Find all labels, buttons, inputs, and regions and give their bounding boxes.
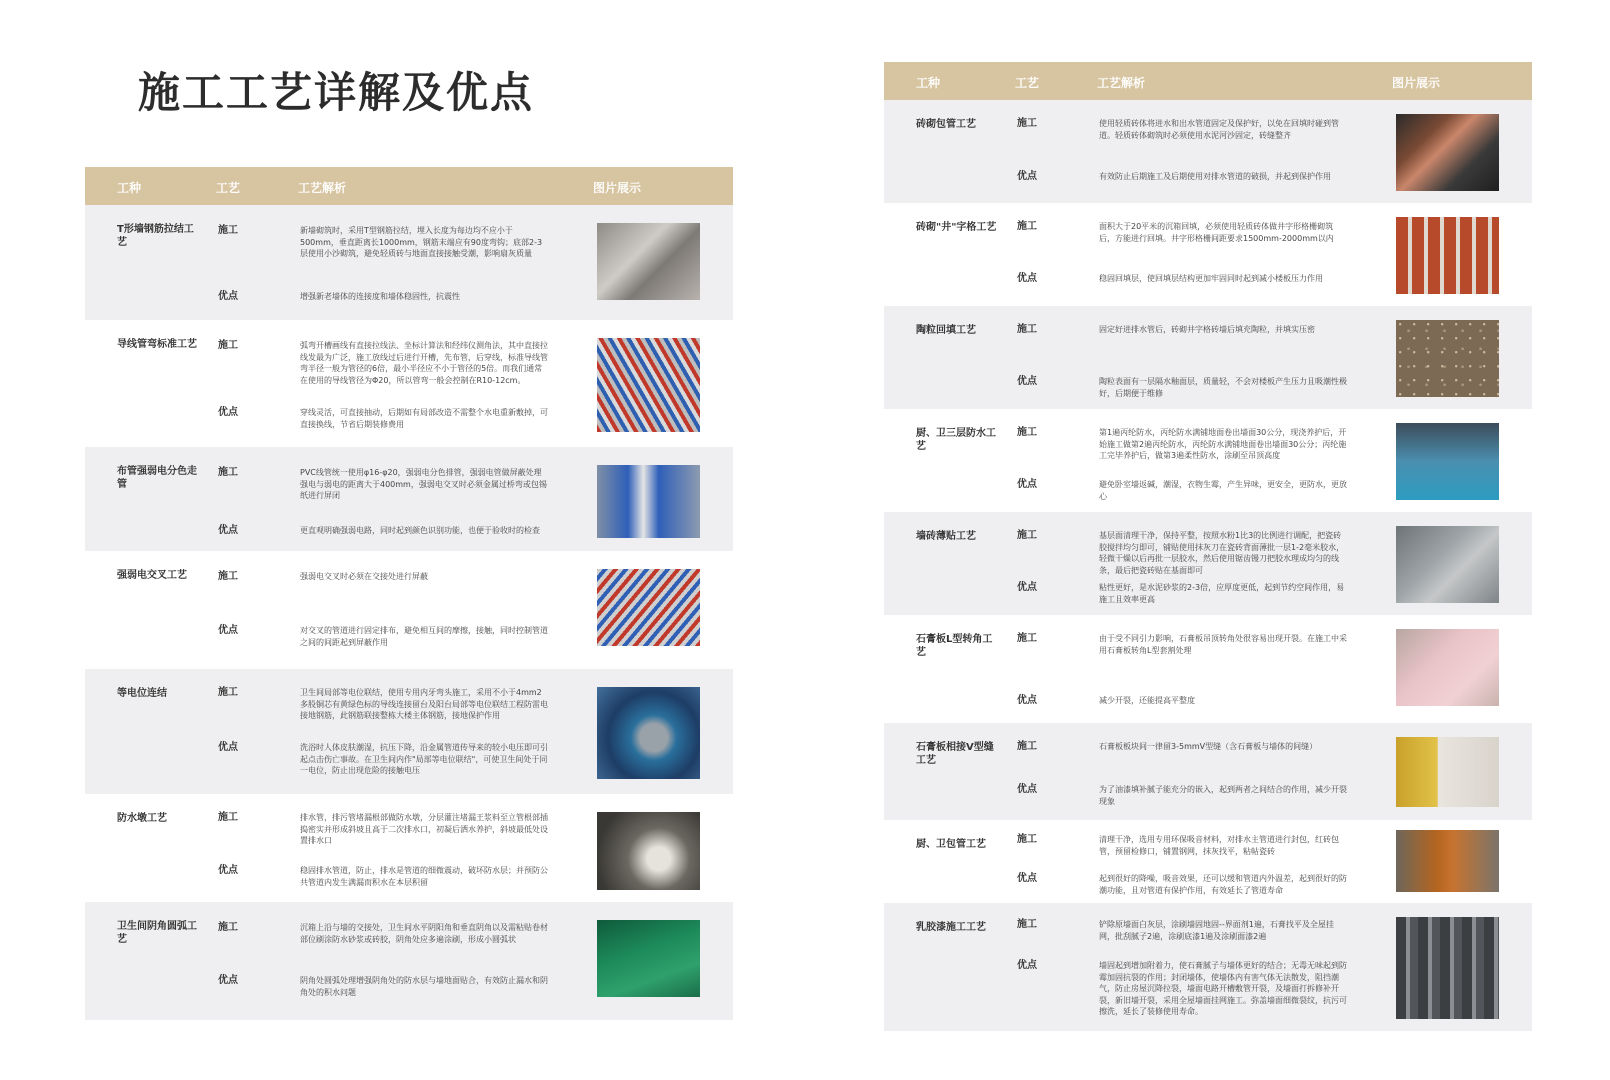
construction-text: 弧弯开槽画线有直接拉线法、坐标计算法和经纬仪测角法，其中直接拉线发最为广泛，施工放线过后进行开槽，先布管，后穿线，标准导线管弯半径一般为管径的6倍，最小半径应不小于管径的5倍。而我们通常在使用的导线管径为Φ20，所以管弯一般会控制在R10-12cm。 [300,341,548,385]
table-row [884,512,1532,615]
table-row [884,723,1532,820]
advantage-label: 优点 [218,625,238,636]
construction-text: 沉箱上沿与墙的交接处，卫生间水平阴阳角和垂直阴角以及需粘贴卷材部位刷涂防水砂浆或砖胶，阴角处应多遍涂刷，形成小圆弧状 [300,923,548,944]
brick-grid-photo [1396,217,1499,294]
header-photo: 图片展示 [1392,76,1441,90]
copper-pipe-photo [1396,114,1499,191]
colored-conduit-photo [597,465,700,538]
advantage-text: 陶粒表面有一层隔水釉面层，质量轻，不会对楼板产生压力且吸潮性极好，后期便于维修 [1099,377,1347,398]
construction-label: 施工 [1017,324,1037,335]
trade-name: 乳胶漆施工工艺 [916,922,986,933]
advantage-text: 起到很好的降噪，吸音效果，还可以缓和管道内外温差，起到很好的防潮功能，且对管道有保护作用，有效延长了管道寿命 [1099,874,1347,895]
table-row [884,615,1532,723]
right-process-table [884,62,1532,1031]
latex-paint-photo [1396,917,1499,1019]
table-row [85,794,733,902]
conduit-photo [597,338,700,432]
table-row [884,409,1532,512]
table-row [85,205,733,320]
table-row [884,820,1532,903]
table-row [884,203,1532,306]
table-row [884,306,1532,409]
trade-name: 防水墩工艺 [117,813,167,824]
advantage-label: 优点 [1017,171,1037,182]
left-process-table [85,167,733,1020]
tile-adhesive-photo [1396,526,1499,603]
v-seam-photo [1396,737,1499,807]
advantage-label: 优点 [218,865,238,876]
advantage-label: 优点 [218,291,238,302]
table-row [884,100,1532,203]
construction-text: 使用轻质砖体将进水和出水管道固定及保护好，以免在回填时碰到管道。轻质砖体砌筑时必须使用水泥河沙固定，砖缝整齐 [1099,119,1339,140]
advantage-text: 阴角处圆弧处理增强阴角处的防水层与墙地面贴合，有效防止漏水和阴角处的积水问题 [300,976,548,997]
construction-text: 面积大于20平米的沉箱回填，必须使用轻质砖体做井字形格栅砌筑后，方能进行回填。井字形格栅间距要求1500mm-2000mm以内 [1099,222,1334,243]
trade-name: T形墙钢筋拉结工艺 [117,224,194,248]
advantage-label: 优点 [1017,273,1037,284]
trade-name: 石膏板L型转角工艺 [916,634,993,658]
gravel-photo [1396,320,1499,397]
construction-label: 施工 [218,340,238,351]
construction-text: 石膏板板块间一律留3-5mmV型缝（含石膏板与墙体的间缝） [1099,742,1318,751]
waterproof-layer-photo [1396,423,1499,500]
construction-label: 施工 [1017,221,1037,232]
advantage-text: 墙固起到增加附着力，使石膏腻子与墙体更好的结合；无毒无味起到防霉加固抗裂的作用；封闭墙体，使墙体内有害气体无法散发，阻挡潮气，防止房屋沉降拉裂，墙面电路开槽敷管开裂，及墙面打拆修补开裂，新旧墙开裂，采用全屋墙面挂网施工。弥盖墙面细微裂纹，抗污可擦洗，延长了装修使用寿命。 [1099,961,1347,1016]
advantage-text: 洗浴时人体皮肤潮湿，抗压下降，沿金属管道传导来的较小电压即可引起点击伤亡事故。在卫生间内作"局部等电位联结"，可使卫生间处于同一电位，防止出现危险的接触电压 [300,743,548,775]
construction-label: 施工 [1017,118,1037,129]
trade-name: 厨、卫包管工艺 [916,839,986,850]
page-title: 施工工艺详解及优点 [138,68,535,117]
trade-name: 导线管弯标准工艺 [117,339,197,350]
table-header [884,62,1532,100]
advantage-text: 稳固回填层，使回填层结构更加牢固同时起到减小楼板压力作用 [1099,274,1323,283]
advantage-text: 增强新老墙体的连接度和墙体稳固性，抗震性 [300,292,460,301]
header-analysis: 工艺解析 [298,181,347,195]
trade-name: 砖砌"井"字格工艺 [916,222,997,233]
green-waterproof-photo [597,920,700,997]
brick-wall-photo [597,223,700,300]
header-type: 工种 [916,76,941,90]
construction-text: 固定好进排水管后，砖砌井字格砖墙后填充陶粒，并填实压密 [1099,325,1315,334]
construction-text: 排水管，排污管堵漏根部做防水墩，分层灌注堵漏王浆料至立管根部插捣密实并形成斜坡且高于二次排水口，初凝后洒水养护，斜坡最低处设置排水口 [300,813,548,845]
advantage-label: 优点 [1017,376,1037,387]
table-row [85,902,733,1020]
cross-conduit-photo [597,569,700,646]
pipe-base-photo [597,812,700,890]
trade-name: 砖砌包管工艺 [916,119,976,130]
construction-label: 施工 [218,812,238,823]
construction-label: 施工 [1017,834,1037,845]
construction-label: 施工 [1017,530,1037,541]
advantage-text: 有效防止后期施工及后期使用对排水管道的破损，并起到保护作用 [1099,172,1331,181]
advantage-label: 优点 [218,525,238,536]
trade-name: 强弱电交叉工艺 [117,570,187,581]
construction-label: 施工 [218,467,238,478]
table-row [85,551,733,669]
advantage-label: 优点 [1017,873,1037,884]
construction-label: 施工 [1017,427,1037,438]
advantage-text: 更直观明确强弱电路，同时起到颜色识别功能，也便于验收时的检查 [300,526,540,535]
advantage-text: 稳固排水管道，防止，排水是管道的细微震动，破坏防水层；并预防公共管道内发生满漏而积水在本层积留 [300,866,548,887]
construction-text: 基层面清理干净，保持平整，按照水粉1比3的比例进行调配，把瓷砖胶搅拌均匀即可，铺贴使用抹灰刀在瓷砖背面薄批一层1-2毫米胶水，轻微干燥以后再批一层胶水，然后使用锯齿镘刀把胶水理成均匀的线条，最后把瓷砖贴在基面即可 [1099,531,1345,575]
advantage-label: 优点 [218,407,238,418]
construction-text: PVC线管统一使用φ16-φ20，强弱电分色排管，强弱电管做屏蔽处理强电与弱电的距离大于400mm，强弱电交叉时必须金属过桥弯或包锡纸进行屏闭 [300,468,547,500]
advantage-text: 避免卧室墙返碱，潮湿，衣物生霉，产生异味，更安全，更防水，更放心 [1099,480,1347,501]
construction-text: 卫生间局部等电位联结，使用专用内牙弯头施工，采用不小于4mm2多股铜芯有黄绿色标的导线连接留台及阳台局部等电位联结工程防雷电接地钢筋，此钢筋联接整栋大楼主体钢筋，接地保护作用 [300,688,548,720]
construction-text: 第1遍丙纶防水，丙纶防水满铺地面卷出墙面30公分，现浇养护后，开始施工做第2遍丙纶防水，丙纶防水满铺地面卷出墙面30公分；丙纶施工完毕养护后，做第3遍柔性防水，涂刷至吊顶高度 [1099,428,1347,460]
advantage-label: 优点 [1017,784,1037,795]
advantage-label: 优点 [1017,695,1037,706]
construction-text: 由于受不同引力影响，石膏板吊顶转角处很容易出现开裂。在施工中采用石膏板转角L型套割处理 [1099,634,1347,655]
advantage-text: 减少开裂，还能提高平整度 [1099,696,1195,705]
construction-text: 新墙砌筑时，采用T型钢筋拉结，埋入长度为每边均不应小于500mm，垂直距离长1000mm，钢筋末端应有90度弯钩；底部2-3层使用小沙砌筑，避免轻质砖与地面直接接触受潮，影响扇灰质量 [300,226,543,258]
advantage-label: 优点 [1017,582,1037,593]
valve-photo [597,687,700,779]
header-type: 工种 [117,181,142,195]
header-process: 工艺 [216,181,241,195]
trade-name: 墙砖薄贴工艺 [916,531,976,542]
table-row [884,903,1532,1031]
advantage-text: 为了油漆填补腻子能充分的嵌入，起到两者之间结合的作用，减少开裂现象 [1099,785,1347,806]
header-analysis: 工艺解析 [1097,76,1146,90]
construction-label: 施工 [1017,741,1037,752]
trade-name: 卫生间阴角圆弧工艺 [117,921,197,945]
construction-text: 铲除原墙面白灰层，涂刷墙固地固--界面剂1遍，石膏找平及全屋挂网，批刮腻子2遍，涂刷底漆1遍及涂刷面漆2遍 [1099,920,1334,941]
table-row [85,669,733,794]
trade-name: 厨、卫三层防水工艺 [916,428,996,452]
table-row [85,320,733,447]
construction-label: 施工 [218,571,238,582]
trade-name: 等电位连结 [117,688,167,699]
trade-name: 石膏板相接V型缝工艺 [916,742,994,766]
construction-label: 施工 [218,687,238,698]
advantage-label: 优点 [218,742,238,753]
advantage-text: 粘性更好，是水泥砂浆的2-3倍，应厚度更低，起到节约空间作用，易施工且效率更高 [1099,583,1345,604]
construction-text: 强弱电交叉时必须在交接处进行屏蔽 [300,572,428,581]
advantage-label: 优点 [1017,960,1037,971]
pipe-wrap-photo [1396,830,1499,892]
advantage-text: 对交叉的管道进行固定排布，避免相互间的摩擦，接触，同时控制管道之间的间距起到屏蔽作用 [300,626,548,647]
advantage-label: 优点 [1017,479,1037,490]
gypsum-corner-photo [1396,629,1499,706]
header-photo: 图片展示 [593,181,642,195]
construction-label: 施工 [218,922,238,933]
construction-label: 施工 [1017,633,1037,644]
construction-label: 施工 [218,225,238,236]
table-row [85,447,733,551]
trade-name: 陶粒回填工艺 [916,325,976,336]
table-header [85,167,733,205]
advantage-label: 优点 [218,975,238,986]
header-process: 工艺 [1015,76,1040,90]
construction-text: 清理干净，选用专用环保吸音材料，对排水主管道进行封包，红砖包管，预留检修口，铺置钢网，抹灰找平，粘帖瓷砖 [1099,835,1339,856]
advantage-text: 穿线灵活，可直接抽动，后期如有局部改造不需整个水电重新敷掉，可直接换线，节省后期装修费用 [300,408,548,429]
trade-name: 布管强弱电分色走管 [117,466,197,490]
construction-label: 施工 [1017,919,1037,930]
